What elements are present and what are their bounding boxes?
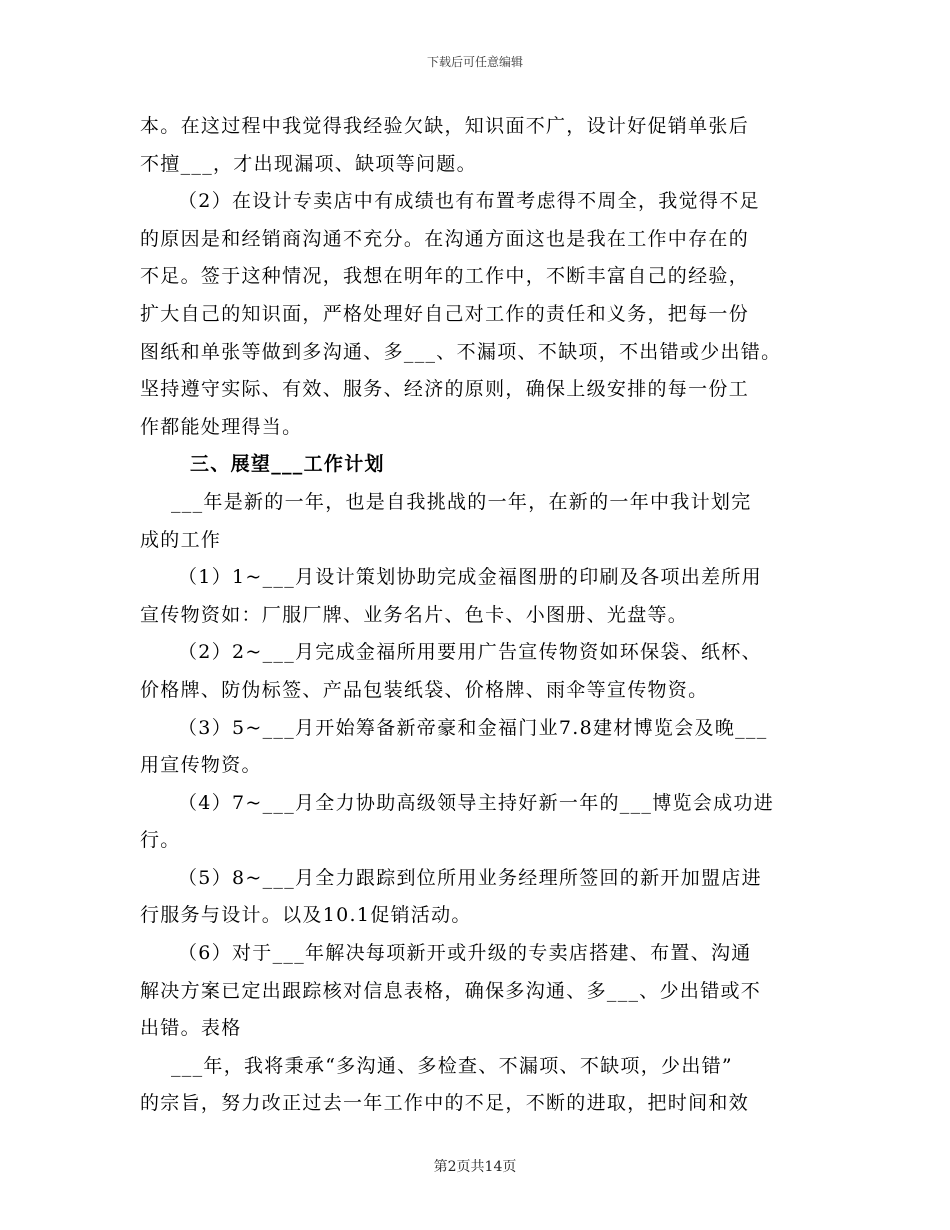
document-body [140,108,820,1123]
paragraph-line: 解决方案已定出跟踪核对信息表格，确保多沟通、多___、少出错或不 [140,979,762,1002]
paragraph-line: 价格牌、防伪标签、产品包装纸袋、价格牌、雨伞等宣传物资。 [140,678,709,701]
paragraph-line: 的原因是和经销商沟通不充分。在沟通方面这也是我在工作中存在的 [140,227,750,250]
paragraph-line: 不足。签于这种情况，我想在明年的工作中，不断丰富自己的经验， [140,265,750,288]
paragraph-line: 坚持遵守实际、有效、服务、经济的原则，确保上级安排的每一份工 [140,378,750,401]
paragraph-line: 作都能处理得当。 [140,415,303,438]
paragraph-line: 图纸和单张等做到多沟通、多___、不漏项、不缺项，不出错或少出错。 [140,340,782,363]
paragraph-line: 不擅___，才出现漏项、缺项等问题。 [140,152,477,175]
paragraph-line: （5）8~___月全力跟踪到位所用业务经理所签回的新开加盟店进 [178,866,762,889]
page-footer: 第2页共14页 [433,1159,517,1175]
paragraph-line: 出错。表格 [140,1017,242,1040]
paragraph-line: （3）5~___月开始筹备新帝豪和金福门业7.8建材博览会及晚___ [178,716,768,739]
paragraph-line: （1）1~___月设计策划协助完成金福图册的印刷及各项出差所用 [178,566,762,589]
paragraph-line: 的宗旨，努力改正过去一年工作中的不足，不断的进取，把时间和效 [140,1092,750,1115]
section-heading: 三、展望___工作计划 [190,453,385,476]
paragraph-line: （2）在设计专卖店中有成绩也有布置考虑得不周全，我觉得不足 [178,190,760,213]
paragraph-line: （4）7~___月全力协助高级领导主持好新一年的___博览会成功进 [178,791,774,814]
paragraph-line: ___年，我将秉承“多沟通、多检查、不漏项、不缺项，少出错” [171,1054,733,1077]
paragraph-line: 本。在这过程中我觉得我经验欠缺，知识面不广，设计好促销单张后 [140,115,750,137]
paragraph-line: ___年是新的一年，也是自我挑战的一年，在新的一年中我计划完 [171,490,752,513]
paragraph-line: 成的工作 [140,528,222,551]
page-header: 下载后可任意编辑 [426,55,523,69]
paragraph-line: 宣传物资如：厂服厂牌、业务名片、色卡、小图册、光盘等。 [140,603,689,626]
paragraph-line: （2）2~___月完成金福所用要用广告宣传物资如环保袋、纸杯、 [178,641,762,664]
paragraph-line: 行服务与设计。以及10.1促销活动。 [140,904,472,927]
paragraph-line: 行。 [140,829,181,852]
paragraph-line: 扩大自己的知识面，严格处理好自己对工作的责任和义务，把每一份 [140,302,750,325]
paragraph-line: 用宣传物资。 [140,754,262,777]
paragraph-line: （6）对于___年解决每项新开或升级的专卖店搭建、布置、沟通 [178,942,752,965]
